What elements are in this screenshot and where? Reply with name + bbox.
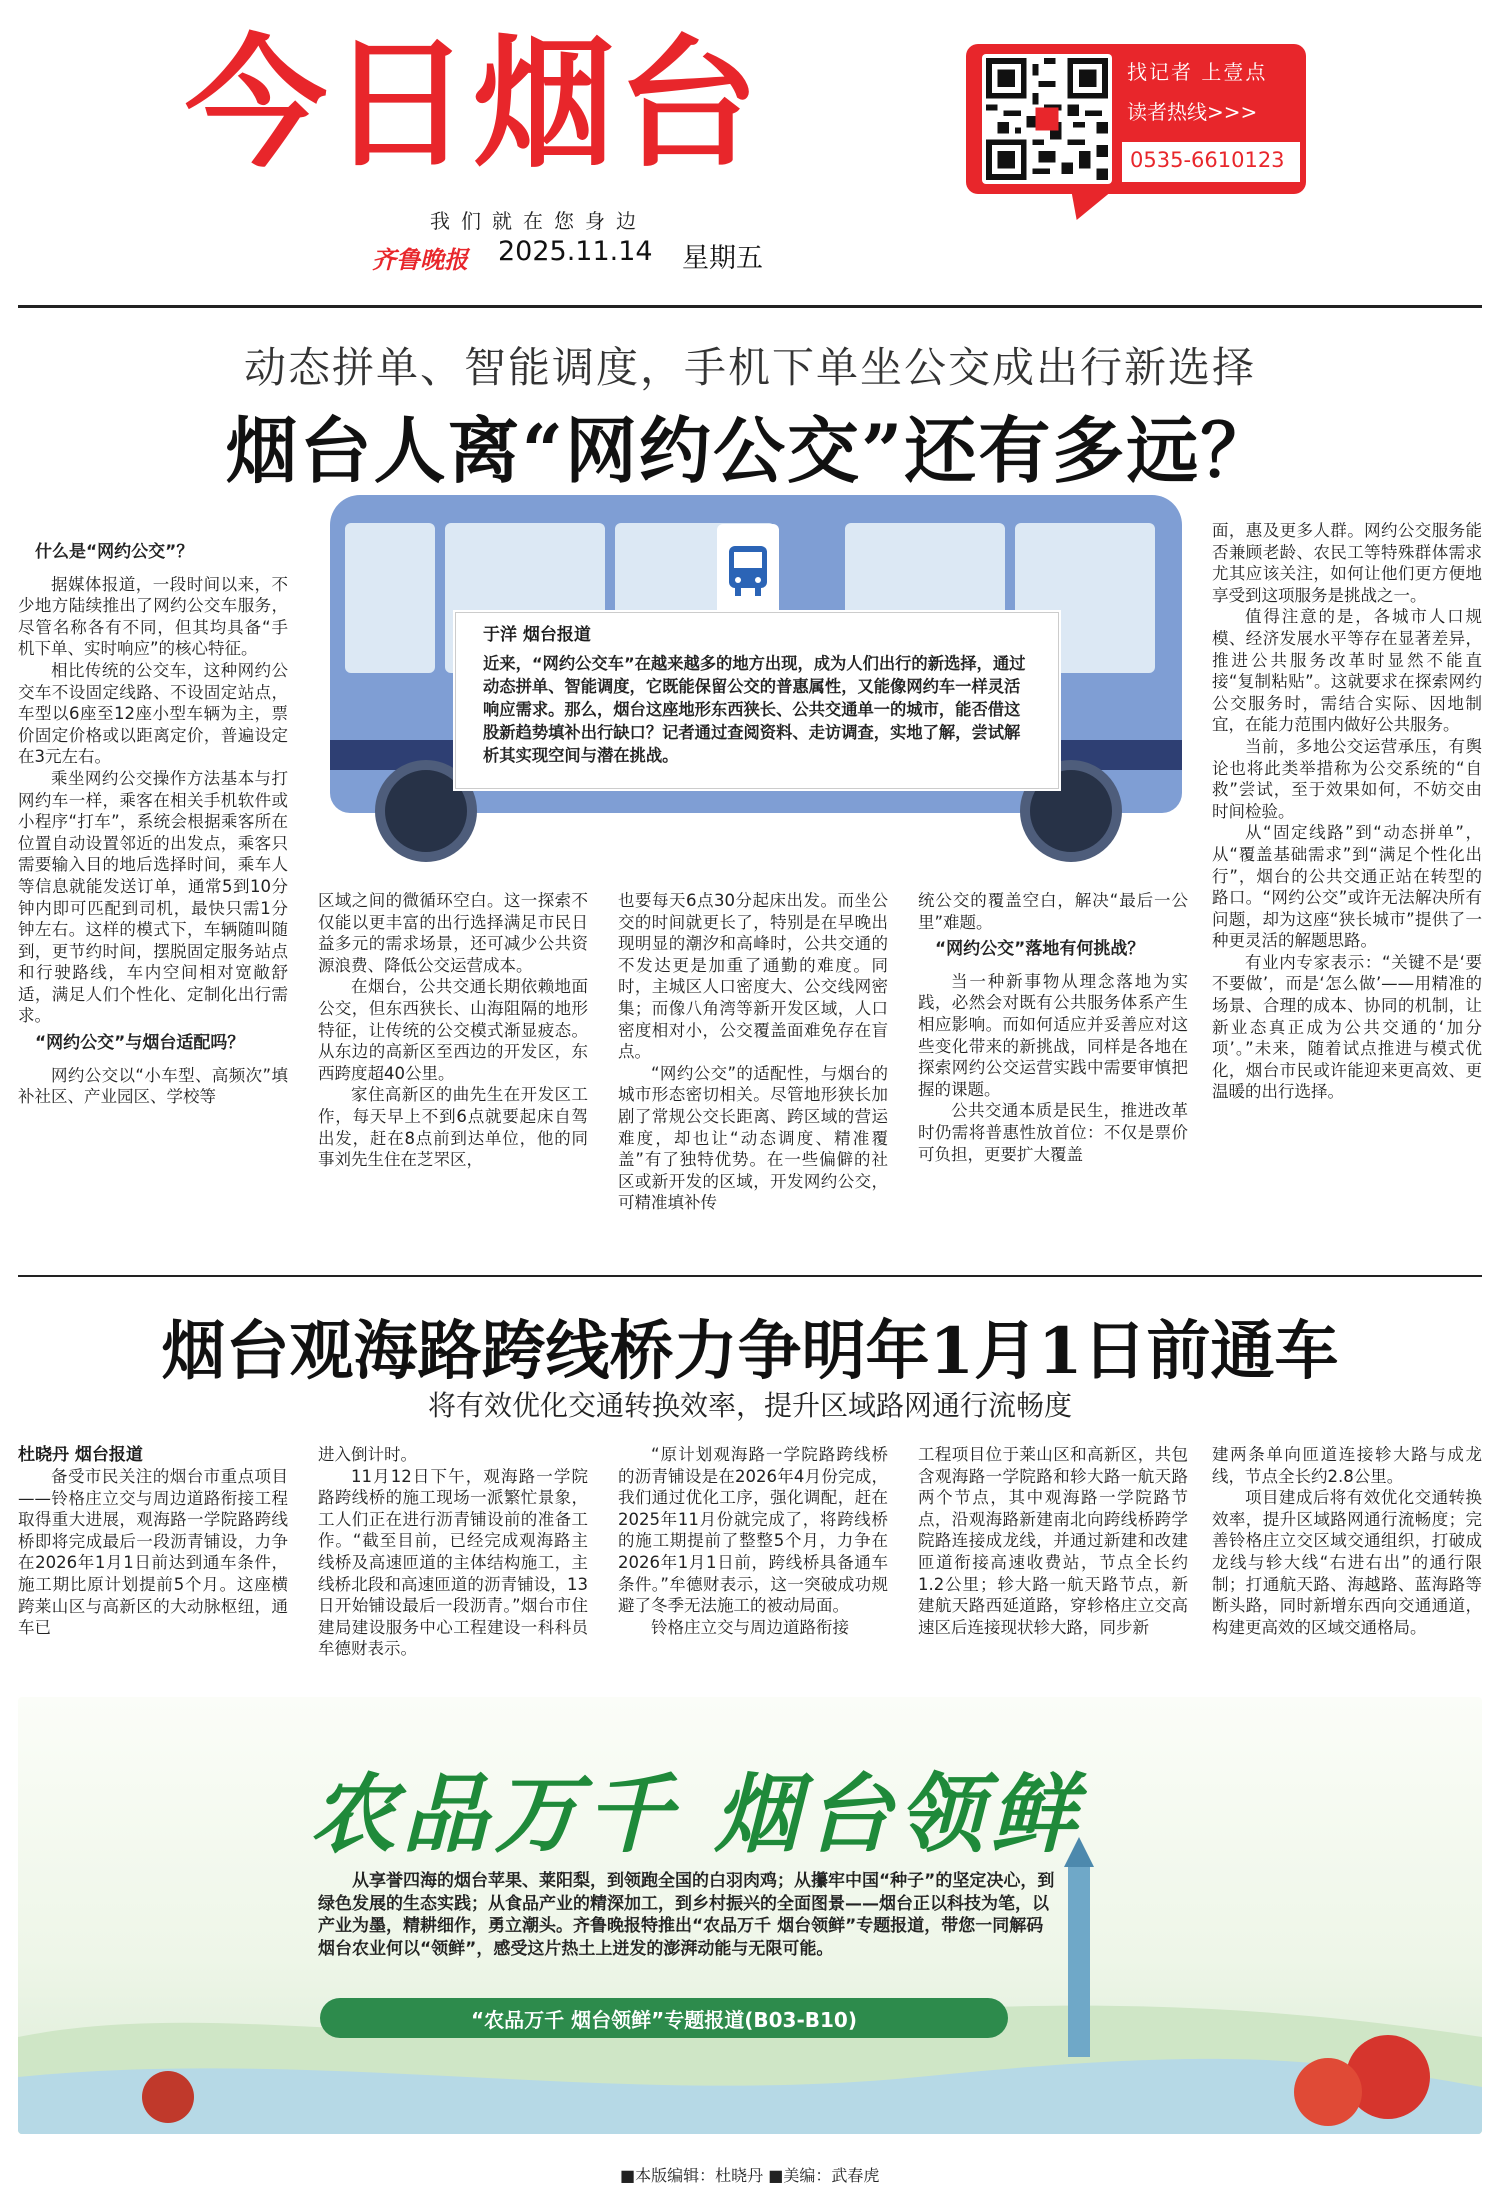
hotline-phone[interactable]: 0535-6610123 — [1130, 148, 1285, 172]
masthead-title: 今日烟台 — [185, 22, 761, 187]
paragraph: 11月12日下午，观海路一学院路跨线桥的施工现场一派繁忙景象，工人们正在进行沥青铺设前的准备工作。“截至目前，已经完成观海路主线桥及高速匝道的主体结构施工，主线桥北段和高速匝道的沥青铺设，13日开始铺设最后一段沥青。”烟台市住建局建设服务中心工程建设一科科员牟德财表示。 — [318, 1466, 588, 1659]
paragraph: 值得注意的是，各城市人口规模、经济发展水平等存在显著差异，推进公共服务改革时显然不能直接“复制粘贴”。这就要求在探索网约公交服务时，需结合实际、因地制宜，在能力范围内做好公共服务。 — [1212, 607, 1482, 735]
issue-weekday: 星期五 — [682, 243, 763, 274]
paragraph: 建两条单向匝道连接轸大路与成龙线，节点全长约2.8公里。 — [1212, 1445, 1482, 1486]
paragraph: 进入倒计时。 — [318, 1445, 417, 1464]
section-divider — [18, 1275, 1482, 1277]
paragraph: 当一种新事物从理念落地为实践，必然会对既有公共服务体系产生相应影响。而如何适应并妥善应对这些变化带来的新挑战，同样是各地在探索网约公交运营实践中需要审慎把握的课题。 — [918, 971, 1188, 1099]
paragraph: 从“固定线路”到“动态拼单”，从“覆盖基础需求”到“满足个性化出行”，烟台的公共交通正站在转型的路口。“网约公交”或许无法解决所有问题，却为这座“狭长城市”提供了一种更灵活的解题思路。 — [1212, 823, 1482, 951]
bus-stop-icon — [717, 524, 779, 624]
story1-column-1 — [18, 536, 288, 1108]
paragraph: 公共交通本质是民生，推进改革时仍需将普惠性放首位：不仅是票价可负担，更要扩大覆盖 — [918, 1101, 1188, 1164]
ad-text: 从享誉四海的烟台苹果、莱阳梨，到领跑全国的白羽肉鸡；从攥牢中国“种子”的坚定决心，到绿色发展的生态实践；从食品产业的精深加工，到乡村振兴的全面图景——烟台正以科技为笔，以产业为墨，精耕细作，勇立潮头。齐鲁晚报特推出“农品万千 烟台领鲜”专题报道，带您一同解码烟台农业何以“领鲜”，感受这片热土上迸发的澎湃动能与无限可能。 — [318, 1871, 1055, 1959]
paragraph: 也要每天6点30分起床出发。而坐公交的时间就更长了，特别是在早晚出现明显的潮汐和高峰时，公共交通的不发达更是加重了通勤的难度。同时，主城区人口密度大、公交线网密集；而像八角湾等新开发区域，人口密度相对小，公交覆盖面难免存在盲点。 — [618, 891, 888, 1062]
ad-report-button-label[interactable]: “农品万千 烟台领鲜”专题报道(B03-B10) — [471, 2008, 857, 2032]
story2-column-2 — [318, 1444, 588, 1660]
issue-date: 2025.11.14 — [498, 236, 653, 267]
masthead-slogan: 我们就在您身边 — [430, 209, 647, 233]
story2-column-4 — [918, 1444, 1188, 1638]
story2-headline: 烟台观海路跨线桥力争明年1月1日前通车 — [161, 1314, 1339, 1389]
qr-code-icon[interactable] — [982, 54, 1112, 184]
masthead-rule — [18, 305, 1482, 308]
paragraph: 区域之间的微循环空白。这一探索不仅能以更丰富的出行选择满足市民日益多元的需求场景，还可减少公共资源浪费、降低公交运营成本。 — [318, 891, 588, 975]
story1-column-3 — [618, 890, 888, 1214]
story1-column-4 — [918, 890, 1188, 1165]
paragraph: 面，惠及更多人群。网约公交服务能否兼顾老龄、农民工等特殊群体需求尤其应该关注，如何让他们更方便地享受到这项服务是挑战之一。 — [1212, 521, 1482, 605]
paragraph: 项目建成后将有效优化交通转换效率，提升区域路网通行流畅度；完善铃格庄立交区域交通组织，打破成龙线与轸大线“右进右出”的通行限制；打通航天路、海越路、蓝海路等断头路，同时新增东西向交通通道，构建更高效的区域交通格局。 — [1212, 1488, 1482, 1637]
paragraph: 有业内专家表示：“关键不是‘要不要做’，而是‘怎么做’——用精准的场景、合理的成本、协同的机制，让新业态真正成为公共交通的‘加分项’。”未来，随着试点推进与模式优化，烟台市民或许能迎来更高效、更温暖的出行选择。 — [1212, 952, 1482, 1102]
story2-column-3 — [618, 1444, 888, 1638]
paragraph: 统公交的覆盖空白，解决“最后一公里”难题。 — [918, 891, 1188, 932]
subheading: “网约公交”与烟台适配吗？ — [35, 1033, 245, 1054]
paragraph: “网约公交”的适配性，与烟台的城市形态密切相关。尽管地形狭长加剧了常规公交长距离、跨区域的营运难度，却也让“动态调度、精准覆盖”有了独特优势。在一些偏僻的社区或新开发的区域，开发网约公交，可精准填补传 — [618, 1063, 888, 1213]
paragraph: 当前，多地公交运营承压，有舆论也将此类举措称为公交系统的“自救”尝试，至于效果如何，不妨交由时间检验。 — [1212, 736, 1482, 821]
paragraph: 在烟台，公共交通长期依赖地面公交，但东西狭长、山海阻隔的地形特征，让传统的公交模式渐显疲态。从东边的高新区至西边的开发区，东西跨度超40公里。 — [318, 977, 588, 1083]
editor-credits: ■本版编辑：杜晓丹 ■美编：武春虎 — [620, 2166, 880, 2185]
story2-column-5 — [1212, 1444, 1482, 1638]
paragraph: 乘坐网约公交操作方法基本与打网约车一样，乘客在相关手机软件或小程序“打车”，系统会根据乘客所在位置自动设置邻近的出发点，乘客只需要输入目的地后选择时间，乘车人等信息就能发送订单，通常5到10分钟内即可匹配到司机，最快只需1分钟左右。这样的模式下，车辆随叫随到，更节约时间，摆脱固定服务站点和行驶路线，车内空间相对宽敞舒适，满足人们个性化、定制化出行需求。 — [18, 768, 288, 1026]
paragraph: 相比传统的公交车，这种网约公交车不设固定线路、不设固定站点，车型以6座至12座小型车辆为主，票价固定价格或以距离定价，普遍设定在3元左右。 — [18, 660, 288, 767]
ad-title: 农品万千 烟台领鲜 — [310, 1764, 1082, 1865]
paragraph: “原计划观海路一学院路跨线桥的沥青铺设是在2026年4月份完成，我们通过优化工序，强化调配，赶在2025年11月份就完成了，将跨线桥的施工期提前了整整5个月，力争在2026年1月1日前，跨线桥具备通车条件。”牟德财表示，这一突破成功规避了冬季无法施工的被动局面。 — [618, 1445, 888, 1616]
hotline-find-reporter: 找记者 上壹点 — [1127, 60, 1268, 84]
story1-intro: 近来，“网约公交车”在越来越多的地方出现，成为人们出行的新选择，通过动态拼单、智能调度，它既能保留公交的普惠属性，又能像网约车一样灵活响应需求。那么，烟台这座地形东西狭长、公共交通单一的城市，能否借这股新趋势填补出行缺口？记者通过查阅资料、走访调查，实地了解，尝试解析其实现空间与潜在挑战。 — [483, 654, 1026, 765]
paragraph: 备受市民关注的烟台市重点项目——铃格庄立交与周边道路衔接工程取得重大进展，观海路一学院路跨线桥即将完成最后一段沥青铺设，力争在2026年1月1日前达到通车条件，施工期比原计划提前5个月。这座横跨莱山区与高新区的大动脉枢纽，通车已 — [18, 1467, 288, 1638]
story2-column-1 — [18, 1466, 288, 1639]
subheading: “网约公交”落地有何挑战？ — [935, 939, 1145, 960]
newspaper-brand: 齐鲁晚报 — [372, 245, 468, 274]
paragraph: 网约公交以“小车型、高频次”填补社区、产业园区、学校等 — [18, 1065, 288, 1107]
story2-byline: 杜晓丹 烟台报道 — [18, 1445, 143, 1465]
subheading: 什么是“网约公交”？ — [35, 542, 194, 562]
paragraph: 据媒体报道，一段时间以来，不少地方陆续推出了网约公交车服务，尽管名称各有不同，但其均具备“手机下单、实时响应”的核心特征。 — [18, 574, 288, 659]
paragraph: 铃格庄立交与周边道路衔接 — [651, 1617, 849, 1637]
story2-subhead: 将有效优化交通转换效率，提升区域路网通行流畅度 — [427, 1389, 1072, 1422]
paragraph: 家住高新区的曲先生在开发区工作，每天早上不到6点就要起床自驾出发，赶在8点前到达单位，他的同事刘先生住在芝罘区， — [318, 1085, 588, 1170]
hotline-label: 读者热线>>> — [1127, 100, 1258, 124]
story1-column-5 — [1212, 520, 1482, 1103]
story1-byline: 于洋 烟台报道 — [483, 625, 591, 645]
story1-kicker: 动态拼单、智能调度，手机下单坐公交成出行新选择 — [243, 343, 1256, 392]
story1-column-2 — [318, 890, 588, 1171]
story1-headline: 烟台人离“网约公交”还有多远？ — [225, 408, 1275, 493]
paragraph: 工程项目位于莱山区和高新区，共包含观海路一学院路和轸大路一航天路两个节点，其中观海路一学院路节点，沿观海路新建南北向跨线桥跨学院路连接成龙线，并通过新建和改建匝道衔接高速收费站，节点全长约1.2公里；轸大路一航天路节点，新建航天路西延道路，穿轸格庄立交高速区后连接现状轸大路，同步新 — [918, 1445, 1188, 1637]
